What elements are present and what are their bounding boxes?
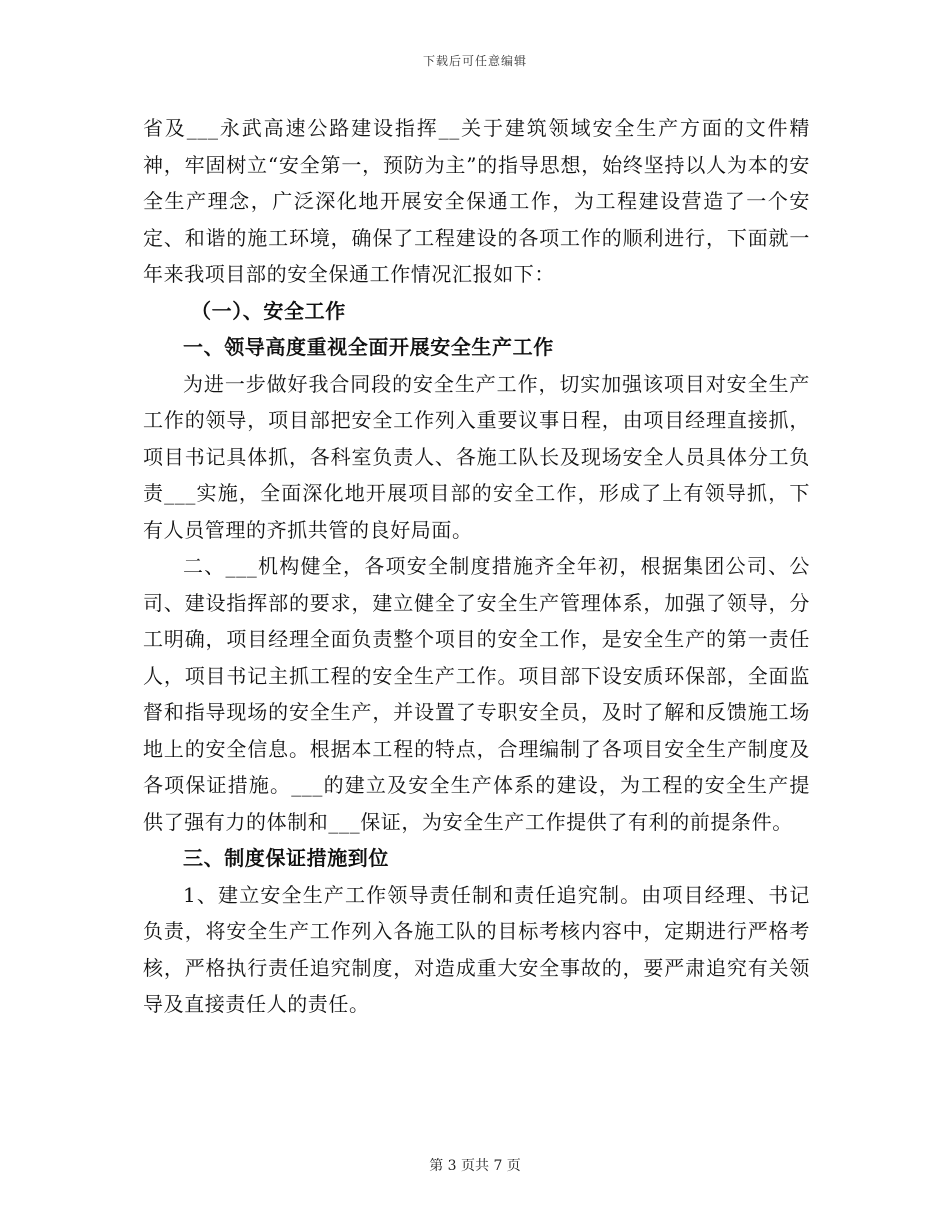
page-header: 下载后可任意编辑 — [422, 54, 527, 68]
intro-paragraph: 省及___永武高速公路建设指挥__关于建筑领域安全生产方面的文件精神，牢固树立“安全第一，预防为主”的指导思想，始终坚持以人为本的安全生产理念，广泛深化地开展安全保通工作，为工程建设营造了一个安定、和谐的施工环境，确保了工程建设的各项工作的顺利进行，下面就一年来我项目部的安全保通工作情况汇报如下： — [143, 116, 810, 286]
section-heading-safety-work: （一）、安全工作 — [191, 298, 346, 323]
heading-system-measures: 三、制度保证措施到位 — [183, 846, 389, 870]
paragraph-responsibility: 1、建立安全生产工作领导责任制和责任追究制。由项目经理、书记负责，将安全生产工作列入各施工队的目标考核内容中，定期进行严格考核，严格执行责任追究制度，对造成重大安全事故的，要严肃追究有关领导及直接责任人的责任。 — [143, 882, 810, 1016]
paragraph-organization: 二、___机构健全，各项安全制度措施齐全年初，根据集团公司、公司、建设指挥部的要求，建立健全了安全生产管理体系，加强了领导，分工明确，项目经理全面负责整个项目的安全工作，是安全生产的第一责任人，项目书记主抓工程的安全生产工作。项目部下设安质环保部，全面监督和指导现场的安全生产，并设置了专职安全员，及时了解和反馈施工场地上的安全信息。根据本工程的特点，合理编制了各项目安全生产制度及各项保证措施。___的建立及安全生产体系的建设，为工程的安全生产提供了强有力的体制和___保证，为安全生产工作提供了有利的前提条件。 — [143, 554, 810, 834]
page-number-footer: 第 3 页共 7 页 — [429, 1158, 521, 1174]
heading-leadership: 一、领导高度重视全面开展安全生产工作 — [183, 335, 554, 359]
paragraph-leadership: 为进一步做好我合同段的安全生产工作，切实加强该项目对安全生产工作的领导，项目部把安全工作列入重要议事日程，由项目经理直接抓，项目书记具体抓，各科室负责人、各施工队长及现场安全人员具体分工负责___实施，全面深化地开展项目部的安全工作，形成了上有领导抓，下有人员管理的齐抓共管的良好局面。 — [143, 371, 810, 542]
document-body — [143, 110, 810, 1023]
